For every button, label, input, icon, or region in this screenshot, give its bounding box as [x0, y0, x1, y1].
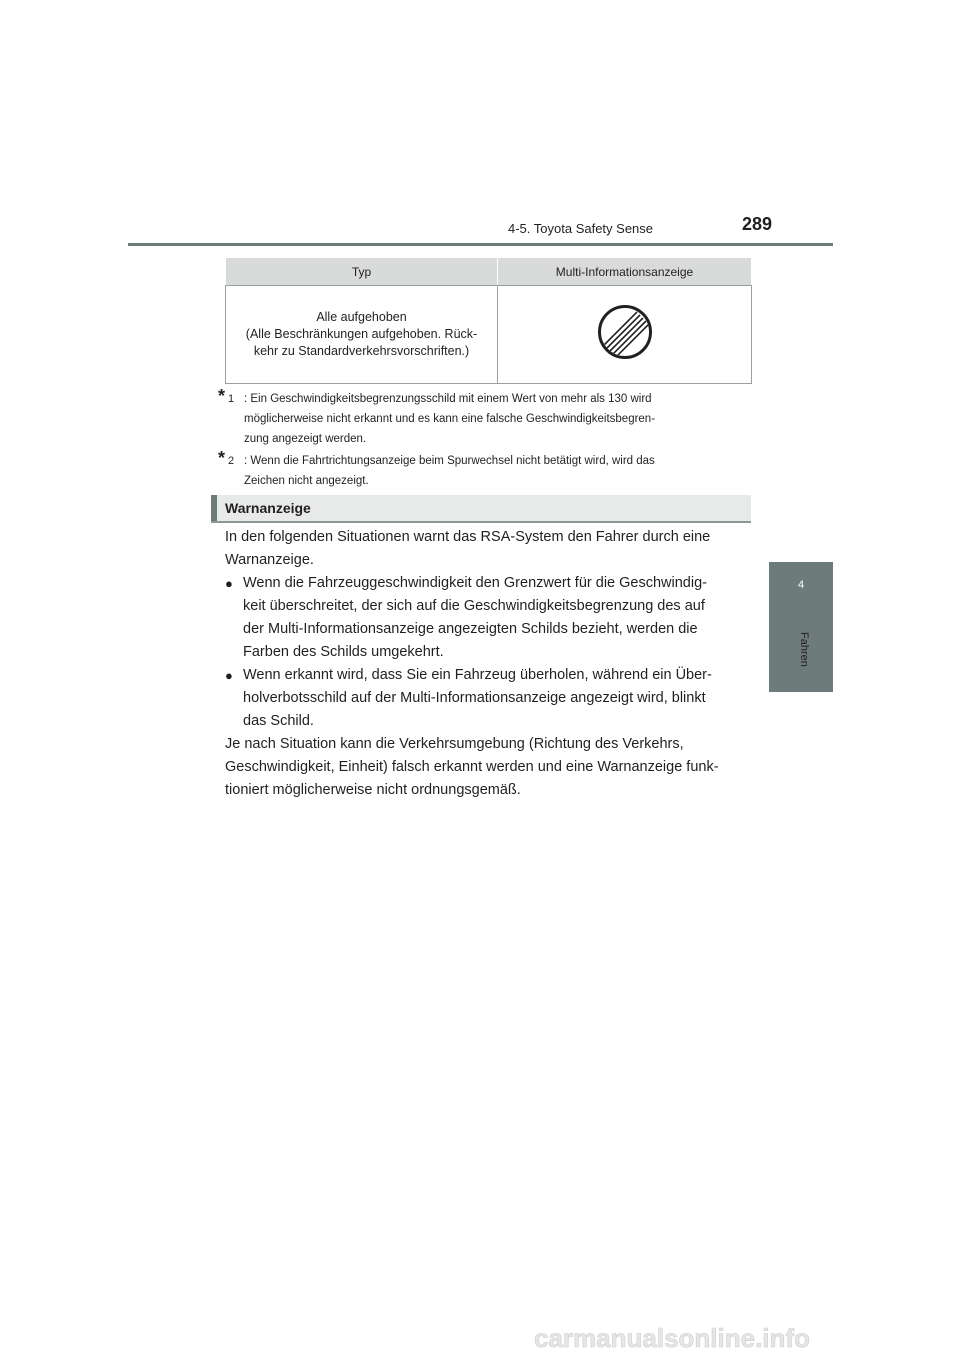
paragraph-line: Warnanzeige.	[225, 552, 314, 568]
bullet-line: das Schild.	[243, 713, 314, 729]
paragraph-line: Je nach Situation kann die Verkehrsumgebung (Richtung des Verkehrs,	[225, 736, 684, 752]
section-header	[211, 495, 751, 523]
footnote-line: : Wenn die Fahrtrichtungsanzeige beim Spurwechsel nicht betätigt wird, wird das	[244, 455, 655, 467]
table-row	[226, 286, 752, 384]
section-header-bar	[211, 495, 217, 521]
footnote-star: *	[218, 386, 226, 406]
bullet-line: Wenn die Fahrzeuggeschwindigkeit den Grenzwert für die Geschwindig-	[243, 575, 707, 591]
footnote-1	[218, 386, 746, 449]
paragraph-line: In den folgenden Situationen warnt das RSA-System den Fahrer durch eine	[225, 529, 711, 545]
table-header-display: Multi-Informationsanzeige	[498, 258, 752, 286]
display-cell	[498, 286, 752, 384]
table-header-row	[226, 258, 752, 286]
table-header-type: Typ	[226, 258, 498, 286]
bullet-text	[243, 664, 747, 733]
bullet-icon: ●	[225, 668, 233, 683]
paragraph-line: tioniert möglicherweise nicht ordnungsgemäß.	[225, 782, 521, 798]
footnote-number: 2	[228, 455, 235, 467]
header-section-title: 4-5. Toyota Safety Sense	[508, 221, 654, 236]
chapter-number: 4	[797, 579, 805, 591]
bullet-icon: ●	[225, 576, 233, 591]
type-cell	[226, 286, 498, 384]
bullet-line: Wenn erkannt wird, dass Sie ein Fahrzeug überholen, während ein Über-	[243, 667, 712, 683]
section-title: Warnanzeige	[225, 500, 311, 516]
footnote-number: 1	[228, 393, 235, 405]
chapter-label: Fahren	[798, 632, 810, 667]
intro-paragraph	[225, 526, 747, 572]
page-number: 289	[742, 214, 773, 234]
bullet-line: keit überschreitet, der sich auf die Geschwindigkeitsbegrenzung des auf	[243, 598, 705, 614]
end-of-all-restrictions-sign-icon	[597, 304, 653, 360]
footnote-line: zung angezeigt werden.	[244, 433, 367, 445]
bullet-text	[243, 572, 747, 664]
type-line: (Alle Beschränkungen aufgehoben. Rück-	[245, 327, 478, 341]
chapter-tab	[769, 562, 833, 692]
footnote-line: : Ein Geschwindigkeitsbegrenzungsschild mit einem Wert von mehr als 130 wird	[244, 393, 652, 405]
sign-type-table	[225, 258, 752, 384]
paragraph-line: Geschwindigkeit, Einheit) falsch erkannt werden und eine Warnanzeige funk-	[225, 759, 719, 775]
type-line: Alle aufgehoben	[316, 310, 407, 324]
bullet-line: der Multi-Informationsanzeige angezeigten Schilds bezieht, werden die	[243, 621, 698, 637]
watermark-logo	[534, 1323, 914, 1353]
watermark-text: carmanualsonline.info	[534, 1323, 810, 1353]
closing-paragraph	[225, 733, 747, 802]
bullet-line: holverbotsschild auf der Multi-Informationsanzeige angezeigt wird, blinkt	[243, 690, 706, 706]
footnote-2	[218, 448, 746, 491]
footnote-line: Zeichen nicht angezeigt.	[244, 475, 369, 487]
footnote-star: *	[218, 448, 226, 468]
header-rule	[128, 243, 833, 246]
bullet-line: Farben des Schilds umgekehrt.	[243, 644, 444, 660]
footnote-line: möglicherweise nicht erkannt und es kann eine falsche Geschwindigkeitsbegren-	[244, 413, 656, 425]
type-line: kehr zu Standardverkehrsvorschriften.)	[253, 344, 470, 358]
